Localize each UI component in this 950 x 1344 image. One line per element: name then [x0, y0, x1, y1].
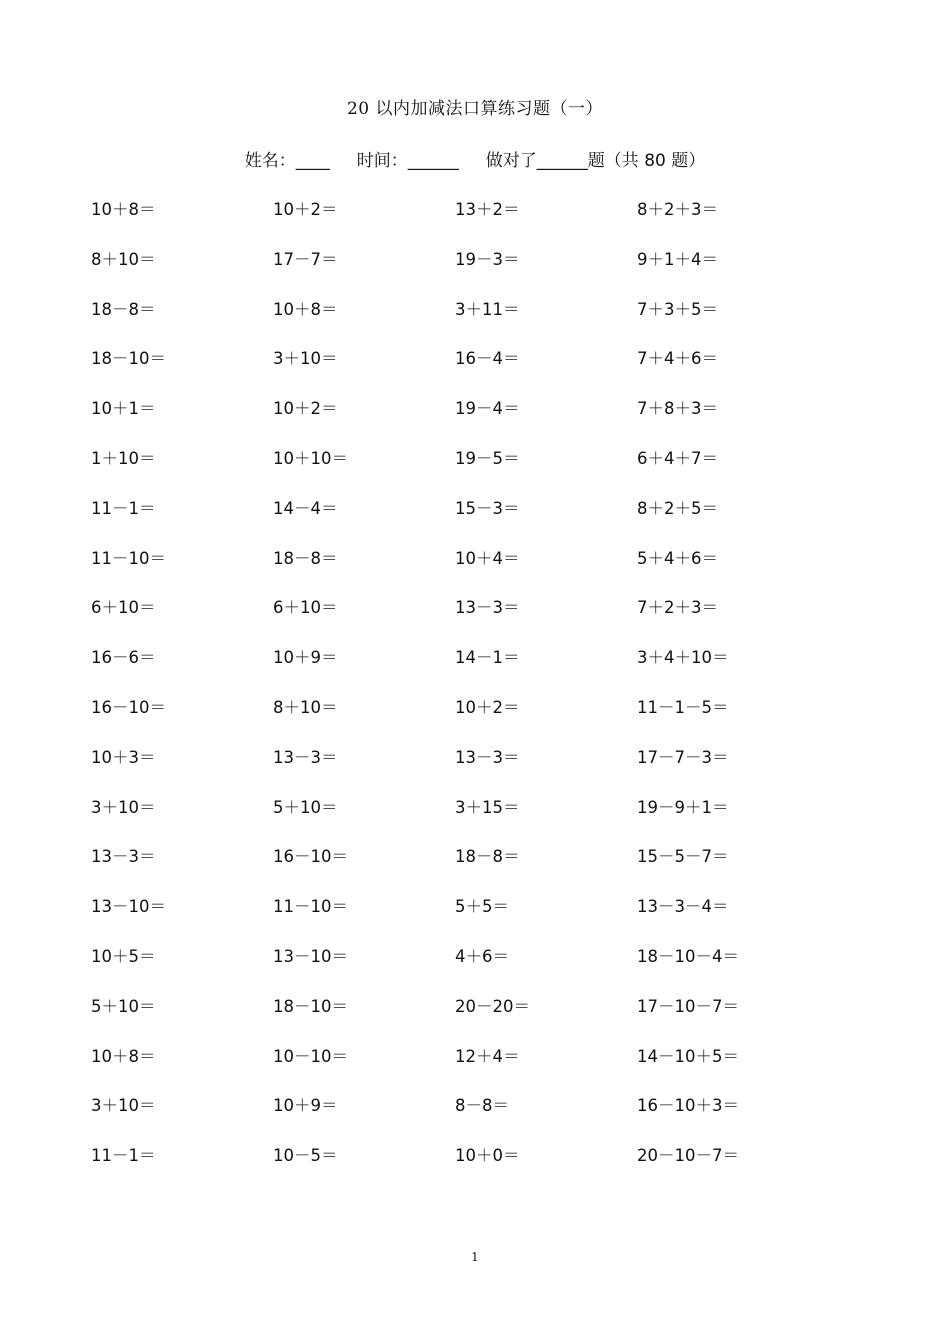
- problem-item: 13－3－4＝: [637, 897, 729, 917]
- problem-item: 10＋1＝: [91, 399, 156, 419]
- problem-item: 3＋10＝: [91, 1096, 156, 1116]
- problem-item: 15－3＝: [455, 498, 520, 518]
- problem-row: [91, 893, 851, 943]
- problem-item: 19－9＋1＝: [637, 797, 729, 817]
- problem-row: [91, 1092, 851, 1142]
- problem-item: 4＋6＝: [455, 946, 509, 966]
- problem-row: [91, 196, 851, 246]
- problem-item: 13－10＝: [91, 897, 166, 917]
- problem-item: 8－8＝: [455, 1096, 509, 1116]
- problem-grid: [91, 196, 851, 1192]
- problem-item: 12＋4＝: [455, 1046, 520, 1066]
- problem-item: 19－5＝: [455, 448, 520, 468]
- problem-item: 14－4＝: [273, 498, 338, 518]
- problem-item: 5＋10＝: [273, 797, 338, 817]
- problem-item: 10＋2＝: [273, 200, 338, 219]
- problem-item: 3＋10＝: [91, 797, 156, 817]
- problem-item: 13－3＝: [273, 747, 338, 767]
- problem-row: [91, 445, 851, 495]
- problem-row: [91, 296, 851, 346]
- problem-item: 19－3＝: [455, 249, 520, 269]
- problem-row: [91, 943, 851, 993]
- problem-item: 18－10＝: [91, 349, 166, 369]
- problem-item: 17－7－3＝: [637, 747, 729, 767]
- problem-item: 16－4＝: [455, 349, 520, 369]
- time-blank[interactable]: ______: [407, 151, 459, 171]
- worksheet-title: 20 以内加减法口算练习题（一）: [346, 99, 604, 119]
- problem-item: 20－20＝: [455, 996, 530, 1016]
- problem-item: 3＋4＋10＝: [637, 648, 729, 668]
- problem-row: [91, 843, 851, 893]
- problem-item: 10＋8＝: [273, 299, 338, 319]
- problem-item: 13－3＝: [455, 598, 520, 618]
- problem-item: 18－8＝: [273, 548, 338, 568]
- problem-item: 10＋9＝: [273, 648, 338, 668]
- problem-item: 14－1＝: [455, 648, 520, 668]
- problem-item: 6＋10＝: [273, 598, 338, 618]
- problem-item: 16－10＝: [273, 847, 348, 867]
- problem-row: [91, 993, 851, 1043]
- problem-item: 20－10－7＝: [637, 1146, 739, 1166]
- problem-item: 10－5＝: [273, 1146, 338, 1166]
- problem-item: 6＋10＝: [91, 598, 156, 618]
- problem-item: 19－4＝: [455, 399, 520, 419]
- problem-item: 17－10－7＝: [637, 996, 739, 1016]
- problem-item: 11－1＝: [91, 1146, 156, 1166]
- problem-item: 3＋10＝: [273, 349, 338, 369]
- problem-item: 8＋10＝: [273, 697, 338, 717]
- problem-row: [91, 1142, 851, 1192]
- problem-row: [91, 644, 851, 694]
- problem-item: 10＋9＝: [273, 1096, 338, 1116]
- problem-row: [91, 744, 851, 794]
- problem-row: [91, 1043, 851, 1093]
- problem-row: [91, 395, 851, 445]
- problem-item: 15－5－7＝: [637, 847, 729, 867]
- problem-item: 7＋3＋5＝: [637, 299, 718, 319]
- page-number: 1: [471, 1250, 479, 1264]
- problem-item: 1＋10＝: [91, 448, 156, 468]
- problem-item: 10＋10＝: [273, 448, 348, 468]
- problem-row: [91, 594, 851, 644]
- name-blank[interactable]: ____: [295, 151, 330, 171]
- problem-row: [91, 545, 851, 595]
- problem-item: 3＋11＝: [455, 299, 520, 319]
- problem-item: 8＋2＋3＝: [637, 200, 718, 219]
- name-label: 姓名：: [244, 151, 296, 171]
- problem-item: 10＋3＝: [91, 747, 156, 767]
- problem-item: 16－6＝: [91, 648, 156, 668]
- problem-row: [91, 246, 851, 296]
- problem-item: 16－10＝: [91, 697, 166, 717]
- student-info-line: [0, 146, 950, 171]
- problem-item: 17－7＝: [273, 249, 338, 269]
- problem-item: 10＋2＝: [455, 697, 520, 717]
- problem-item: 8＋2＋5＝: [637, 498, 718, 518]
- problem-item: 10＋8＝: [91, 200, 156, 219]
- problem-item: 16－10＋3＝: [637, 1096, 739, 1116]
- problem-item: 8＋10＝: [91, 249, 156, 269]
- problem-item: 11－1＝: [91, 498, 156, 518]
- problem-item: 10＋8＝: [91, 1046, 156, 1066]
- problem-item: 11－10＝: [273, 897, 348, 917]
- problem-row: [91, 794, 851, 844]
- problem-item: 11－10＝: [91, 548, 166, 568]
- problem-item: 3＋15＝: [455, 797, 520, 817]
- problem-item: 7＋2＋3＝: [637, 598, 718, 618]
- problem-item: 5＋4＋6＝: [637, 548, 718, 568]
- problem-row: [91, 694, 851, 744]
- problem-item: 18－10－4＝: [637, 946, 739, 966]
- problem-item: 11－1－5＝: [637, 697, 729, 717]
- problem-item: 5＋10＝: [91, 996, 156, 1016]
- problem-item: 10－10＝: [273, 1046, 348, 1066]
- correct-label: 做对了: [485, 151, 537, 171]
- problem-item: 10＋5＝: [91, 946, 156, 966]
- problem-item: 10＋2＝: [273, 399, 338, 419]
- problem-item: 13＋2＝: [455, 200, 520, 219]
- problem-item: 13－3＝: [455, 747, 520, 767]
- correct-suffix: 题（共 80 题）: [587, 151, 706, 171]
- problem-item: 14－10＋5＝: [637, 1046, 739, 1066]
- time-label: 时间：: [356, 151, 408, 171]
- problem-item: 18－10＝: [273, 996, 348, 1016]
- problem-item: 9＋1＋4＝: [637, 249, 718, 269]
- problem-row: [91, 345, 851, 395]
- problem-item: 7＋4＋6＝: [637, 349, 718, 369]
- problem-item: 13－3＝: [91, 847, 156, 867]
- problem-item: 10＋0＝: [455, 1146, 520, 1166]
- problem-item: 18－8＝: [455, 847, 520, 867]
- correct-blank[interactable]: ______: [536, 151, 588, 171]
- problem-item: 7＋8＋3＝: [637, 399, 718, 419]
- problem-item: 10＋4＝: [455, 548, 520, 568]
- problem-row: [91, 495, 851, 545]
- problem-item: 6＋4＋7＝: [637, 448, 718, 468]
- problem-item: 13－10＝: [273, 946, 348, 966]
- problem-item: 5＋5＝: [455, 897, 509, 917]
- problem-item: 18－8＝: [91, 299, 156, 319]
